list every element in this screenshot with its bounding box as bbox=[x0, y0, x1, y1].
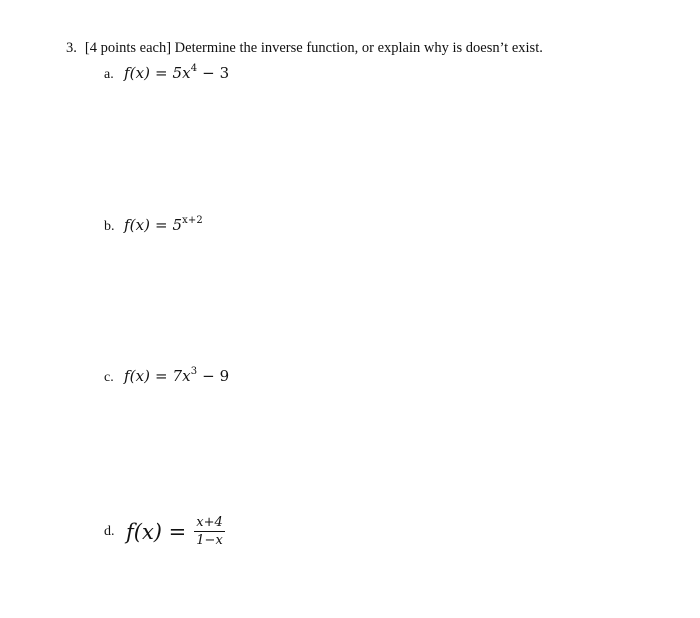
part-d-label: d. bbox=[104, 523, 115, 539]
part-d bbox=[104, 515, 225, 548]
part-a-label: a. bbox=[104, 67, 114, 82]
part-d-numerator: x+4 bbox=[196, 515, 223, 530]
part-c-equation bbox=[124, 367, 229, 385]
part-a-exponent: 4 bbox=[190, 63, 198, 74]
part-b-lhs: f(x) = 5 bbox=[124, 216, 183, 234]
part-c-rest: − 9 bbox=[197, 367, 230, 385]
part-a-lhs: f(x) = 5x bbox=[124, 64, 191, 82]
part-d-fraction bbox=[194, 515, 225, 548]
part-a-equation bbox=[124, 64, 229, 82]
part-b-equation bbox=[124, 216, 203, 234]
part-d-denominator: 1−x bbox=[196, 533, 223, 548]
part-a-rest: − 3 bbox=[197, 64, 230, 82]
part-c-label: c. bbox=[104, 370, 114, 385]
question-header bbox=[66, 40, 543, 57]
question-number: 3. bbox=[66, 40, 77, 56]
part-d-equation bbox=[126, 515, 225, 548]
part-b-label: b. bbox=[104, 219, 115, 234]
part-a bbox=[104, 64, 229, 83]
part-c-lhs: f(x) = 7x bbox=[124, 367, 191, 385]
question-text: [4 points each] Determine the inverse function, or explain why is doesn’t exist. bbox=[84, 40, 543, 56]
part-b-exponent: x+2 bbox=[182, 215, 203, 226]
part-c-exponent: 3 bbox=[190, 366, 198, 377]
part-c bbox=[104, 367, 229, 386]
part-b bbox=[104, 216, 203, 235]
part-d-lhs: f(x) = bbox=[126, 519, 187, 544]
